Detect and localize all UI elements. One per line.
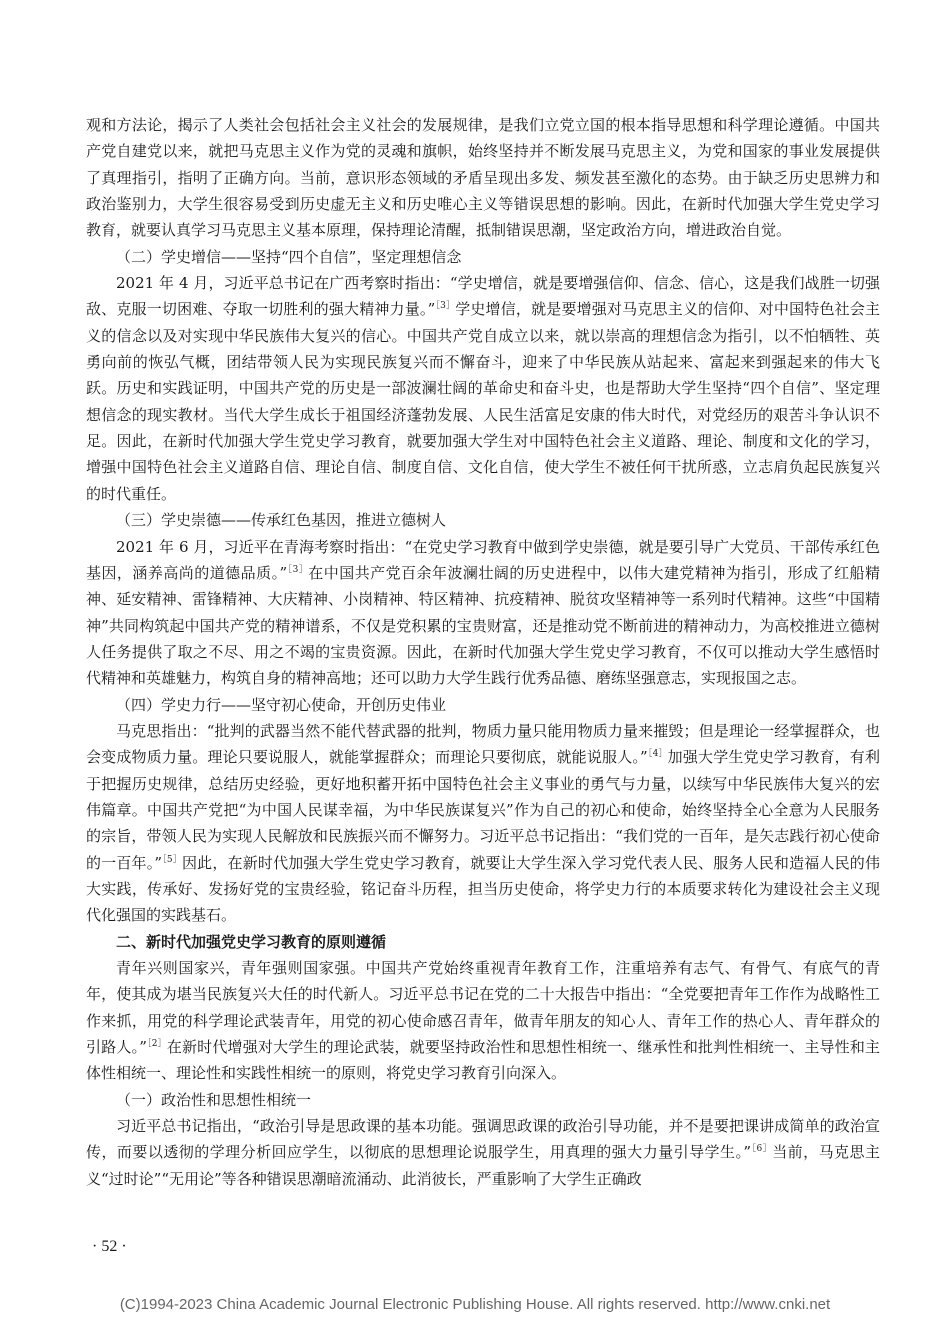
paragraph-4: [86, 718, 880, 929]
paragraph-3: [86, 534, 880, 692]
paragraph-2-text-a: 2021 年 4 月，习近平总书记在广西考察时指出：“学史增信，就是要增强信仰、信念、信心，这是我们战胜一切强敌、克服一切困难、夺取一切胜利的强大精神力量。”: [86, 274, 880, 319]
paragraph-5: [86, 955, 880, 1087]
paragraph-2: [86, 270, 880, 507]
paragraph-2-text-b: 学史增信，就是要增强对马克思主义的信仰、对中国特色社会主义的信念以及对实现中华民族伟大复兴的信心。中国共产党自成立以来，就以崇高的理想信念为指引，以不怕牺牲、英勇向前的恢弘气概，团结带领人民为实现民族复兴而不懈奋斗，迎来了中华民族从站起来、富起来到强起来的伟大飞跃。历史和实践证明，中国共产党的历史是一部波澜壮阔的革命史和奋斗史，也是帮助大学生坚持“四个自信”、坚定理想信念的现实教材。当代大学生成长于祖国经济蓬勃发展、人民生活富足安康的伟大时代，对党经历的艰苦斗争认识不足。因此，在新时代加强大学生党史学习教育，就要加强大学生对中国特色社会主义道路、理论、制度和文化的学习，增强中国特色社会主义道路自信、理论自信、制度自信、文化自信，使大学生不被任何干扰所惑，立志肩负起民族复兴的时代重任。: [86, 300, 880, 503]
paragraph-6-text-b: 当前，马克思主义“过时论”“无用论”等各种错误思潮暗流涌动、此消彼长，严重影响了大学生正确政: [86, 1143, 880, 1188]
paragraph-3-text-a: 2021 年 6 月，习近平在青海考察时指出：“在党史学习教育中做到学史崇德，就是要引导广大党员、干部传承红色基因，涵养高尚的道德品质。”: [86, 537, 880, 582]
paragraph-5-text-a: 青年兴则国家兴，青年强则国家强。中国共产党始终重视青年教育工作，注重培养有志气、有骨气、有底气的青年，使其成为堪当民族复兴大任的时代新人。习近平总书记在党的二十大报告中指出：“全党要把青年工作作为战略性工作来抓，用党的科学理论武装青年，用党的初心使命感召青年，做青年朋友的知心人、青年工作的热心人、青年群众的引路人。”: [86, 959, 880, 1057]
paragraph-4-text-a: 马克思指出：“批判的武器当然不能代替武器的批判，物质力量只能用物质力量来摧毁；但是理论一经掌握群众，也会变成物质力量。理论只要说服人，就能掌握群众；而理论只要彻底，就能说服人。”: [86, 721, 880, 767]
paragraph-1-text: 观和方法论，揭示了人类社会包括社会主义社会的发展规律，是我们立党立国的根本指导思想和科学理论遵循。中国共产党自建党以来，就把马克思主义作为党的灵魂和旗帜，始终坚持并不断发展马克思主义，为党和国家的事业发展提供了真理指引，指明了正确方向。当前，意识形态领域的矛盾呈现出多发、频发甚至激化的态势。由于缺乏历史思辨力和政治鉴别力，大学生很容易受到历史虚无主义和历史唯心主义等错误思想的影响。因此，在新时代加强大学生党史学习教育，就要认真学习马克思主义基本原理，保持理论清醒，抵制错误思潮，坚定政治方向，增进政治自觉。: [86, 116, 880, 240]
section-heading: 二、新时代加强党史学习教育的原则遵循: [116, 932, 387, 951]
citation-ref[interactable]: ［3］: [287, 564, 309, 575]
paragraph-5-text-b: 在新时代增强对大学生的理论武装，就要坚持政治性和思想性相统一、继承性和批判性相统一、主导性和主体性相统一、理论性和实践性相统一的原则，将党史学习教育引向深入。: [86, 1038, 880, 1083]
subheading-4: （四）学史力行——坚守初心使命，开创历史伟业: [116, 695, 447, 714]
citation-ref[interactable]: ［5］: [162, 854, 182, 865]
paragraph-6-text-a: 习近平总书记指出，“政治引导是思政课的基本功能。强调思政课的政治引导功能，并不是要把课讲成简单的政治宣传，而要以透彻的学理分析回应学生，以彻底的思想理论说服学生，用真理的强大力量引导学生。”: [86, 1117, 880, 1162]
paragraph-4-text-c: 因此，在新时代加强大学生党史学习教育，就要让大学生深入学习党代表人民、服务人民和造福人民的伟大实践，传承好、发扬好党的宝贵经验，铭记奋斗历程，担当历史使命，将学史力行的本质要求转化为建设社会主义现代化强国的实践基石。: [86, 853, 880, 925]
subheading-2: （二）学史增信——坚持“四个自信”，坚定理想信念: [116, 247, 462, 266]
copyright-footer: (C)1994-2023 China Academic Journal Electronic Publishing House. All rights reserved. http://www.cnki.net: [119, 1296, 831, 1313]
paragraph-4-text-b: 加强大学生党史学习教育，有利于把握历史规律，总结历史经验，更好地积蓄开拓中国特色社会主义事业的勇气与力量，以续写中华民族伟大复兴的宏伟篇章。中国共产党把“为中国人民谋幸福，为中华民族谋复兴”作为自己的初心和使命，始终坚持全心全意为人民服务的宗旨，带领人民为实现人民解放和民族振兴而不懈努力。习近平总书记指出：“我们党的一百年，是矢志践行初心使命的一百年。”: [86, 748, 880, 872]
citation-ref[interactable]: ［2］: [146, 1039, 167, 1050]
paragraph-6: [86, 1113, 880, 1192]
paragraph-3-text-b: 在中国共产党百余年波澜壮阔的历史进程中，以伟大建党精神为指引，形成了红船精神、延安精神、雷锋精神、大庆精神、小岗精神、特区精神、抗疫精神、脱贫攻坚精神等一系列时代精神。这些“中国精神”共同构筑起中国共产党的精神谱系，不仅是党积累的宝贵财富，还是推动党不断前进的精神动力，为高校推进立德树人任务提供了取之不尽、用之不竭的宝贵资源。因此，在新时代加强大学生党史学习教育，不仅可以推动大学生感悟时代精神和英雄魅力，构筑自身的精神高地；还可以助力大学生践行优秀品德、磨练坚强意志，实现报国之志。: [86, 563, 880, 688]
citation-ref[interactable]: ［4］: [647, 749, 668, 760]
page-number: · 52 ·: [92, 1238, 127, 1255]
citation-ref[interactable]: ［3］: [435, 301, 456, 312]
subheading-3: （三）学史崇德——传承红色基因，推进立德树人: [116, 511, 447, 530]
citation-ref[interactable]: ［6］: [751, 1144, 773, 1155]
page-body: [86, 112, 880, 1192]
paragraph-1: [86, 112, 880, 244]
subheading-5: （一）政治性和思想性相统一: [116, 1090, 312, 1109]
